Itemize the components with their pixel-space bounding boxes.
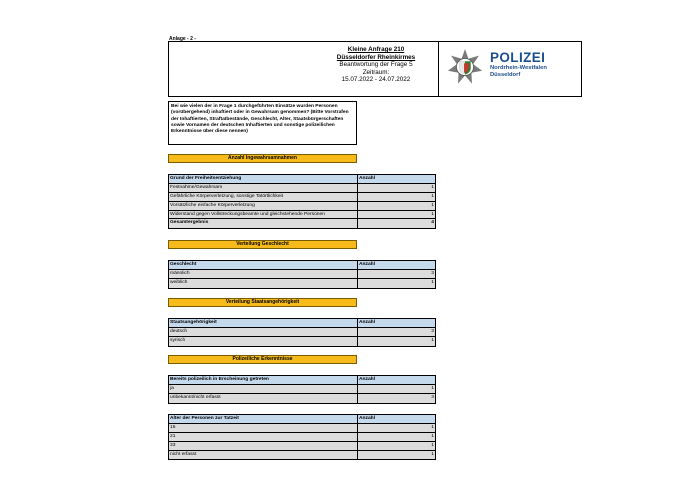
table-row <box>169 394 435 403</box>
table-total-row <box>169 219 435 228</box>
row-value: 3 <box>431 394 434 400</box>
row-value: 1 <box>431 442 434 448</box>
column-header: Anzahl <box>359 320 376 325</box>
table-row <box>169 451 435 460</box>
header-line3: Beantwortung der Frage 5 <box>339 61 413 68</box>
table-age <box>168 414 436 460</box>
table-row <box>169 424 435 433</box>
row-label: 15 <box>169 424 358 432</box>
row-value: 1 <box>431 337 434 343</box>
column-header: Bereits polizeilich in Erscheinung getreten <box>169 376 358 384</box>
section-title-custody-count: Anzahl Ingewahrsamnahmen <box>168 154 357 163</box>
logo-subtitle-state: Nordrhein-Westfalen <box>490 65 547 71</box>
row-value: 1 <box>431 385 434 391</box>
table-header-row <box>169 319 435 328</box>
row-value: 3 <box>431 270 434 276</box>
row-value: 1 <box>431 184 434 190</box>
row-label: Widerstand gegen Vollstreckungsbeamte und gleichstehende Personen <box>169 211 358 219</box>
row-value: 1 <box>431 433 434 439</box>
table-row <box>169 202 435 211</box>
header-text <box>293 46 459 84</box>
header-title-line1: Kleine Anfrage 210 <box>347 46 405 53</box>
table-header-row <box>169 376 435 385</box>
row-value: 3 <box>431 328 434 334</box>
column-header: Anzahl <box>359 176 376 181</box>
row-value: 1 <box>431 279 434 285</box>
header-line4: Zeitraum: <box>362 68 390 76</box>
table-nationality <box>168 318 436 347</box>
row-label: Festnahme/Gewahrsam <box>169 184 358 192</box>
header-title-line2: Düsseldorfer Rheinkirmes <box>336 53 416 61</box>
logo-subtitle-city: Düsseldorf <box>490 71 521 78</box>
row-label: unbekannt/nicht erfasst <box>169 394 358 403</box>
header-divider <box>438 42 439 96</box>
table-row <box>169 184 435 193</box>
section-title-police-records: Polizeiliche Erkenntnisse <box>168 355 357 364</box>
row-value: 1 <box>431 202 434 208</box>
header-line5: 15.07.2022 - 24.07.2022 <box>341 76 411 83</box>
row-label: weiblich <box>169 279 358 288</box>
row-value: 1 <box>431 424 434 430</box>
column-header: Anzahl <box>359 262 376 267</box>
table-row <box>169 337 435 346</box>
table-row <box>169 385 435 394</box>
annex-label: Anlage - 2 - <box>169 36 196 42</box>
column-header: Anzahl <box>359 377 376 382</box>
police-star-icon <box>446 48 484 86</box>
table-row <box>169 211 435 220</box>
row-label: deutsch <box>169 328 358 336</box>
row-value: 1 <box>431 211 434 217</box>
table-row <box>169 270 435 279</box>
police-logo <box>446 48 576 88</box>
table-row <box>169 279 435 288</box>
row-label: ja <box>169 385 358 393</box>
document-header <box>168 41 582 97</box>
column-header: Anzahl <box>359 416 376 421</box>
row-label: männlich <box>169 270 358 278</box>
table-header-row <box>169 261 435 270</box>
section-title-nationality: Verteilung Staatsangehörigkeit <box>168 298 357 307</box>
table-header-row <box>169 415 435 424</box>
row-label: 33 <box>169 442 358 450</box>
table-gender <box>168 260 436 289</box>
row-label: Gefährliche Körperverletzung, sonstige Tatörtlichkeit <box>169 193 358 201</box>
logo-name: POLIZEI <box>490 50 546 65</box>
table-row <box>169 442 435 451</box>
row-value: 1 <box>431 193 434 199</box>
section-title-gender: Verteilung Geschlecht <box>168 240 357 249</box>
table-row <box>169 193 435 202</box>
column-header: Alter der Personen zur Tatzeit <box>169 415 358 423</box>
table-row <box>169 328 435 337</box>
total-label: Gesamtergebnis <box>169 219 358 228</box>
column-header: Grund der Freiheitsentziehung <box>169 175 358 183</box>
question-text: Bei wie vielen der in Frage 1 durchgeführten Einsätze wurden Personen (vorübergehend) inhaftiert oder in Gewahrsam genommen? (Bitte Vorstrafen der Inhaftierten, Straftatbestände, Geschlecht, Alter, Staatsbürgerschaften sowie Vornamen der deutschen Inhaftierten und sonstige polizeilichen Erkenntnisse über diese nennen) <box>168 101 357 145</box>
row-label: syrisch <box>169 337 358 346</box>
table-police-records <box>168 375 436 404</box>
row-value: 1 <box>431 451 434 457</box>
table-reasons <box>168 174 436 229</box>
column-header: Geschlecht <box>169 261 358 269</box>
table-header-row <box>169 175 435 184</box>
row-label: 21 <box>169 433 358 441</box>
column-header: Staatsangehörigkeit <box>169 319 358 327</box>
row-label: nicht erfasst <box>169 451 358 460</box>
row-label: Vorsätzliche einfache Körperverletzung <box>169 202 358 210</box>
table-row <box>169 433 435 442</box>
total-value: 4 <box>431 220 434 226</box>
